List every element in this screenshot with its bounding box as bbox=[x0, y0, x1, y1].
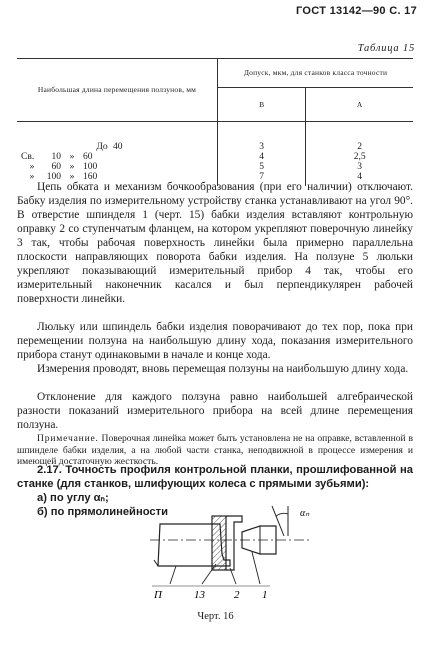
row-class-b: 3 bbox=[218, 142, 306, 152]
row-prefix: » bbox=[29, 162, 35, 172]
row-class-a: 2,5 bbox=[353, 152, 366, 162]
col-length-header: Наибольшая длина перемещения ползунов, мм bbox=[17, 59, 218, 122]
row-to: 100 bbox=[83, 162, 98, 172]
label-2: 2 bbox=[234, 589, 240, 601]
row-sep: » bbox=[69, 152, 75, 162]
table-row bbox=[17, 152, 413, 162]
note-text: Поверочная линейка может быть установлена не на оправке, вставленной в шпинделе бабки изделия, а на любой части станка, неподвижной в процессе измерения и имеющей достаточную жесткость. bbox=[17, 433, 413, 467]
row-to: 160 bbox=[83, 172, 98, 182]
row-class-a: 3 bbox=[357, 162, 363, 172]
tolerance-table bbox=[17, 58, 413, 186]
row-class-b: 7 bbox=[218, 172, 306, 182]
row-class-b: 5 bbox=[218, 162, 306, 172]
col-class-a-header: А bbox=[306, 88, 413, 122]
control-bar bbox=[212, 516, 242, 570]
table-row bbox=[17, 162, 413, 172]
row-class-a: 4 bbox=[357, 172, 363, 182]
angle-indicator bbox=[272, 506, 310, 536]
label-13: 13 bbox=[194, 589, 205, 601]
row-to: 60 bbox=[83, 152, 93, 162]
row-from: 100 bbox=[46, 172, 61, 182]
row-prefix: Св. bbox=[21, 152, 35, 162]
row-sep: » bbox=[69, 162, 75, 172]
row-class-b: 4 bbox=[218, 152, 306, 162]
section-item-b: б) по прямолинейности bbox=[37, 506, 168, 518]
paragraph-measure: Измерения проводят, вновь перемещая ползуны на наибольшую длину хода. bbox=[37, 363, 409, 375]
page-header: ГОСТ 13142—90 С. 17 bbox=[296, 5, 417, 17]
label-1: 1 bbox=[262, 589, 268, 601]
label-alpha: αₙ bbox=[300, 508, 310, 519]
figure-caption: Черт. 16 bbox=[197, 611, 234, 622]
note-label: Примечание. bbox=[37, 433, 99, 444]
section-title: 2.17. Точность профиля контрольной планки, прошлифованной на станке (для станков, шлифующих колеса с прямыми зубьями): bbox=[17, 464, 413, 490]
paragraph-deviation: Отклонение для каждого ползуна равно наибольшей алгебраической разности показаний измерительного прибора на всей длине перемещения ползуна. bbox=[17, 391, 413, 431]
row-from: 60 bbox=[51, 162, 61, 172]
row-sep: » bbox=[69, 172, 75, 182]
paragraph-rotate: Люльку или шпиндель бабки изделия поворачивают до тех пор, пока при перемещении ползуна на наибольшую длину хода, показания измерительного прибора станут одинаковыми в начале и конце хода. bbox=[17, 321, 413, 361]
col-tolerance-header: Допуск, мкм, для станков класса точности bbox=[218, 59, 414, 88]
row-prefix: » bbox=[29, 172, 35, 182]
row-sep: До bbox=[96, 142, 108, 152]
row-from: 10 bbox=[51, 152, 61, 162]
row-to: 40 bbox=[113, 142, 123, 152]
row-class-a: 2 bbox=[357, 142, 363, 152]
col-class-b-header: В bbox=[218, 88, 306, 122]
paragraph-setup: Цепь обката и механизм бочкообразования (при его наличии) отключают. Бабку изделия по измерительному устройству станка устанавливают на угол 90°. В отверстие шпинделя 1 (черт. 15) бабки изделия вставляют контрольную оправку 2 со ступенчатым фланцем, на котором укрепляют поверочную линейку 3 так, чтобы рабочая поверхность линейки была примерно параллельна плоскости направляющих поворота бабки изделия. На ползуне 5 люльки укрепляют показывающий измерительный прибор 4 так, чтобы его измерительный наконечник касался и был перпендикулярен рабочей поверхности линейки. bbox=[17, 181, 413, 305]
section-item-a: а) по углу αₙ; bbox=[37, 492, 109, 504]
figure-labels bbox=[153, 589, 268, 601]
table-caption: Таблица 15 bbox=[357, 43, 415, 54]
figure-16-drawing bbox=[150, 502, 360, 602]
table-row bbox=[17, 142, 413, 152]
label-p: П bbox=[154, 589, 162, 601]
leader-lines bbox=[152, 552, 270, 586]
